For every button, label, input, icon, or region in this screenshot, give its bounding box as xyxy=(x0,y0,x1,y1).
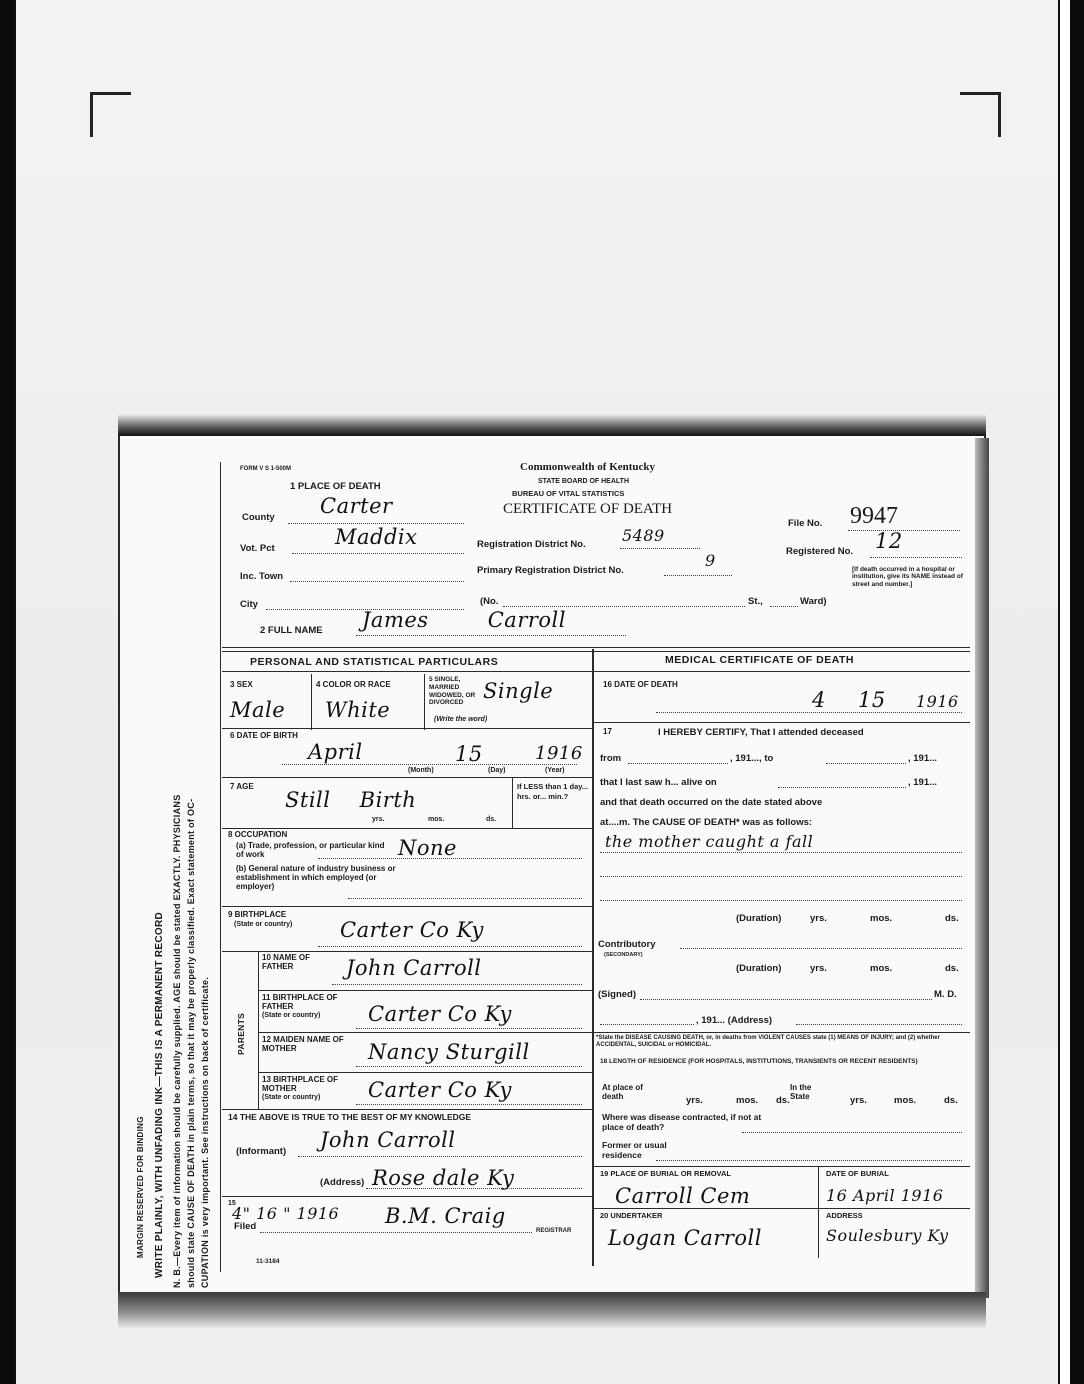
attended-to-label: , 191..., to xyxy=(730,753,774,764)
county-line xyxy=(288,523,464,524)
from-line xyxy=(628,763,728,764)
birthplace-value: Carter Co Ky xyxy=(340,918,484,942)
contributory-label: Contributory xyxy=(598,939,656,950)
section-rule-below xyxy=(222,671,970,672)
father-birthplace-value: Carter Co Ky xyxy=(368,1002,512,1026)
signed-date-line xyxy=(600,1024,694,1025)
dob-month-value: April xyxy=(308,740,363,764)
occurred-label: and that death occurred on the date stated above xyxy=(600,797,823,808)
vot-pct-line xyxy=(292,553,464,554)
registered-no-line xyxy=(870,557,962,558)
father-birthplace-label: 11 BIRTHPLACE OF FATHER xyxy=(262,993,338,1011)
age-divider xyxy=(512,778,513,828)
bureau-of-vital-statistics: BUREAU OF VITAL STATISTICS xyxy=(512,489,625,498)
last-saw-label: that I last saw h... alive on xyxy=(600,777,717,788)
occupation-value: None xyxy=(398,836,457,860)
certify-label: I HEREBY CERTIFY, That I attended deceased xyxy=(658,727,864,738)
parents-label: PARENTS xyxy=(236,1012,246,1055)
commonwealth-title: Commonwealth of Kentucky xyxy=(520,461,656,473)
informant-value: John Carroll xyxy=(320,1128,456,1152)
row-rule-5 xyxy=(222,951,592,952)
file-no-value: 9947 xyxy=(850,503,898,529)
attended-year-label: , 191... xyxy=(908,753,938,764)
to-line xyxy=(826,763,906,764)
vot-pct-value: Maddix xyxy=(335,525,418,549)
mother-birthplace-line xyxy=(356,1104,582,1105)
board-of-health: STATE BOARD OF HEALTH xyxy=(538,478,629,485)
occupation-b-label: (b) General nature of industry business or establishment in which employed (or employer) xyxy=(236,864,396,892)
dob-year-value: 1916 xyxy=(535,743,583,764)
instructions-line-2: should state CAUSE OF DEATH in plain terms, so that it may be properly classified. Exact statement of OC- xyxy=(186,798,196,1288)
full-name-label: 2 FULL NAME xyxy=(260,625,323,636)
cause-label: at....m. The CAUSE OF DEATH* was as follows: xyxy=(600,817,813,828)
vot-pct-label: Vot. Pct xyxy=(240,543,275,554)
md-label: M. D. xyxy=(934,989,957,1000)
in-state-label: In the State xyxy=(790,1083,812,1101)
ward-label: Ward) xyxy=(800,596,827,607)
cause-value: the mother caught a fall xyxy=(605,832,814,851)
father-name-line xyxy=(332,984,582,985)
father-birthplace-line xyxy=(356,1028,582,1029)
primary-district-value: 9 xyxy=(705,551,716,570)
certificate-title: CERTIFICATE OF DEATH xyxy=(503,501,673,517)
cause-footnote: *State the DISEASE CAUSING DEATH, or, in deaths from VIOLENT CAUSES state (1) MEANS OF INJURY; and (2) whether ACCIDENTAL, SUICIDAL or HOMICIDAL. xyxy=(596,1035,940,1048)
cause-line-3 xyxy=(600,900,962,901)
row-rule-6 xyxy=(222,1109,592,1110)
undertaker-label: 20 UNDERTAKER xyxy=(600,1211,663,1220)
age-ds-label: ds. xyxy=(486,816,497,823)
dob-month-label: (Month) xyxy=(408,767,434,774)
certify-number: 17 xyxy=(603,727,612,736)
duration-label: (Duration) xyxy=(736,913,782,924)
marital-note: (Write the word) xyxy=(434,716,488,723)
primary-district-label: Primary Registration District No. xyxy=(477,565,624,576)
informant-label: (Informant) xyxy=(236,1146,287,1157)
color-value: White xyxy=(325,698,391,722)
write-plainly-text: WRITE PLAINLY, WITH UNFADING INK—THIS IS A PERMANENT RECORD xyxy=(154,911,165,1278)
full-name-value: James Carroll xyxy=(362,608,566,632)
former-residence-line xyxy=(656,1160,962,1161)
length-of-residence-label: 18 LENGTH OF RESIDENCE (FOR HOSPITALS, INSTITUTIONS, TRANSIENTS OR RECENT RESIDENTS) xyxy=(600,1058,918,1065)
at-place-yrs: yrs. xyxy=(686,1095,703,1106)
attended-from-label: from xyxy=(600,753,622,764)
mother-name-line xyxy=(356,1066,582,1067)
place-of-death-label: 1 PLACE OF DEATH xyxy=(290,481,381,492)
dob-day-label: (Day) xyxy=(488,767,506,774)
contributory-line xyxy=(680,948,962,949)
marital-label: 5 SINGLE, MARRIED WIDOWED, OR DIVORCED xyxy=(429,676,476,707)
registration-district-line xyxy=(620,548,700,549)
sex-divider xyxy=(311,674,312,730)
section-rule-top-2 xyxy=(222,651,970,652)
contributory-duration-label: (Duration) xyxy=(736,963,782,974)
contributory-ds: ds. xyxy=(945,963,959,974)
birthplace-sub-label: (State or country) xyxy=(234,921,293,928)
signed-line xyxy=(640,999,932,1000)
contributory-yrs: yrs. xyxy=(810,963,827,974)
father-name-value: John Carroll xyxy=(346,956,482,980)
street-no-label: (No. xyxy=(480,596,499,607)
registered-no-label: Registered No. xyxy=(786,546,854,557)
mother-birthplace-value: Carter Co Ky xyxy=(368,1078,512,1102)
in-state-ds: ds. xyxy=(944,1095,958,1106)
disease-contracted-label: Where was disease contracted, if not at place of death? xyxy=(602,1112,762,1133)
medical-section-title: MEDICAL CERTIFICATE OF DEATH xyxy=(665,654,854,666)
occupation-a-label: (a) Trade, profession, or particular kind of work xyxy=(236,841,385,860)
age-label: 7 AGE xyxy=(230,782,254,791)
at-place-mos: mos. xyxy=(736,1095,759,1106)
last-saw-year-label: , 191... xyxy=(908,777,938,788)
dob-label: 6 DATE OF BIRTH xyxy=(230,731,298,740)
registrar-label: REGISTRAR xyxy=(536,1228,572,1234)
county-value: Carter xyxy=(320,494,393,518)
margin-reserved-text: MARGIN RESERVED FOR BINDING xyxy=(136,1116,145,1258)
right-rule-4 xyxy=(592,1208,970,1209)
file-no-line xyxy=(848,530,960,531)
mother-name-value: Nancy Sturgill xyxy=(368,1040,530,1064)
undertaker-address-value: Soulesbury Ky xyxy=(826,1226,949,1245)
father-name-label: 10 NAME OF FATHER xyxy=(262,953,311,971)
age-mos-label: mos. xyxy=(428,816,445,823)
right-rule-2 xyxy=(592,1032,970,1033)
informant-line xyxy=(298,1156,582,1157)
sex-label: 3 SEX xyxy=(230,680,253,689)
informant-address-line xyxy=(366,1188,582,1189)
last-saw-line xyxy=(778,787,906,788)
cause-line-1 xyxy=(600,852,962,853)
street-line xyxy=(503,606,745,607)
burial-place-value: Carroll Cem xyxy=(615,1184,751,1208)
contributory-mos: mos. xyxy=(870,963,893,974)
instructions-line-1: N. B.—Every item of information should be carefully supplied. AGE should be stated EXACTLY. PHYSICIANS xyxy=(172,794,182,1288)
secondary-label: (SECONDARY) xyxy=(604,952,643,958)
dod-day-value: 15 xyxy=(858,688,886,712)
burial-place-label: 19 PLACE OF BURIAL OR REMOVAL xyxy=(600,1169,731,1178)
age-yrs-label: yrs. xyxy=(372,816,385,823)
filed-number: 15 xyxy=(228,1200,236,1207)
color-label: 4 COLOR OR RACE xyxy=(316,680,391,689)
city-label: City xyxy=(240,599,258,610)
sex-value: Male xyxy=(230,698,286,722)
in-state-yrs: yrs. xyxy=(850,1095,867,1106)
parents-divider xyxy=(258,951,259,1109)
county-label: County xyxy=(242,512,275,523)
informant-address-label: (Address) xyxy=(320,1177,365,1188)
mother-birthplace-sub: (State or country) xyxy=(262,1094,321,1101)
dod-month-value: 4 xyxy=(812,688,826,712)
full-name-line xyxy=(356,635,626,636)
burial-date-value: 16 April 1916 xyxy=(826,1186,944,1205)
true-statement-label: 14 THE ABOVE IS TRUE TO THE BEST OF MY KNOWLEDGE xyxy=(228,1112,472,1122)
signed-label: (Signed) xyxy=(598,989,636,1000)
dob-line xyxy=(282,764,577,765)
marital-value: Single xyxy=(483,679,554,703)
form-left-rule xyxy=(220,462,221,1272)
right-rule-3 xyxy=(592,1166,970,1167)
dod-line xyxy=(656,712,962,713)
undertaker-value: Logan Carroll xyxy=(608,1226,762,1250)
section-rule-top xyxy=(222,647,970,648)
filed-line xyxy=(260,1232,532,1233)
mother-name-label: 12 MAIDEN NAME OF MOTHER xyxy=(262,1035,344,1053)
age-value: Still Birth xyxy=(285,788,417,812)
occupation-label: 8 OCCUPATION xyxy=(228,830,288,839)
right-rule-1 xyxy=(592,722,970,723)
mother-birthplace-label: 13 BIRTHPLACE OF MOTHER xyxy=(262,1075,339,1093)
birthplace-line xyxy=(318,946,582,947)
dob-day-value: 15 xyxy=(455,742,483,766)
at-place-ds: ds. xyxy=(776,1095,790,1106)
burial-divider xyxy=(818,1166,819,1258)
row-rule-3 xyxy=(222,828,592,829)
registrar-value: B.M. Craig xyxy=(385,1204,506,1228)
filed-date-value: 4" 16 " 1916 xyxy=(232,1204,340,1223)
duration-yrs: yrs. xyxy=(810,913,827,924)
parents-rule-1 xyxy=(258,990,592,991)
in-state-mos: mos. xyxy=(894,1095,917,1106)
form-number: FORM V S 1-500M xyxy=(240,466,292,472)
ward-line xyxy=(770,606,798,607)
file-no-label: File No. xyxy=(788,518,823,529)
age-less-label: If LESS than 1 day... hrs. or... min.? xyxy=(517,782,589,801)
hospital-note: [If death occurred in a hospital or institution, give its NAME instead of street and number.] xyxy=(852,566,963,588)
row-rule-4 xyxy=(222,906,592,907)
row-rule-2 xyxy=(222,777,592,778)
father-birthplace-sub: (State or country) xyxy=(262,1012,321,1019)
inc-town-label: Inc. Town xyxy=(240,571,284,582)
cause-line-2 xyxy=(600,876,962,877)
parents-rule-2 xyxy=(258,1032,592,1033)
personal-section-title: PERSONAL AND STATISTICAL PARTICULARS xyxy=(250,656,499,668)
birthplace-label: 9 BIRTHPLACE xyxy=(228,910,287,919)
row-rule-7 xyxy=(222,1196,592,1197)
primary-district-line xyxy=(664,575,732,576)
duration-ds: ds. xyxy=(945,913,959,924)
occupation-line xyxy=(318,858,582,859)
registration-district-value: 5489 xyxy=(622,526,665,545)
at-place-label: At place of death xyxy=(602,1083,643,1101)
burial-date-label: DATE OF BURIAL xyxy=(826,1169,889,1178)
filed-label: Filed xyxy=(234,1221,257,1232)
color-divider xyxy=(424,674,425,730)
disease-contracted-line xyxy=(742,1132,962,1133)
column-divider xyxy=(592,649,594,1266)
row-rule-1 xyxy=(222,728,592,729)
registration-district-label: Registration District No. xyxy=(477,539,586,550)
form-code: 11-3184 xyxy=(256,1258,280,1265)
registered-no-value: 12 xyxy=(875,529,903,553)
informant-address-value: Rose dale Ky xyxy=(372,1166,515,1190)
instructions-line-3: CUPATION is very important. See instructions on back of certificate. xyxy=(200,976,210,1288)
undertaker-address-label: ADDRESS xyxy=(826,1211,863,1220)
inc-town-line xyxy=(290,581,464,582)
dod-year-value: 1916 xyxy=(916,692,959,711)
date-of-death-label: 16 DATE OF DEATH xyxy=(603,680,678,689)
parents-rule-3 xyxy=(258,1072,592,1073)
dob-year-label: (Year) xyxy=(545,767,565,774)
occupation-b-line xyxy=(348,898,582,899)
signed-date-address-label: , 191... (Address) xyxy=(696,1015,773,1026)
street-label: St., xyxy=(748,596,763,607)
duration-mos: mos. xyxy=(870,913,893,924)
signed-address-line xyxy=(796,1024,962,1025)
former-residence-label: Former or usual residence xyxy=(602,1140,667,1161)
